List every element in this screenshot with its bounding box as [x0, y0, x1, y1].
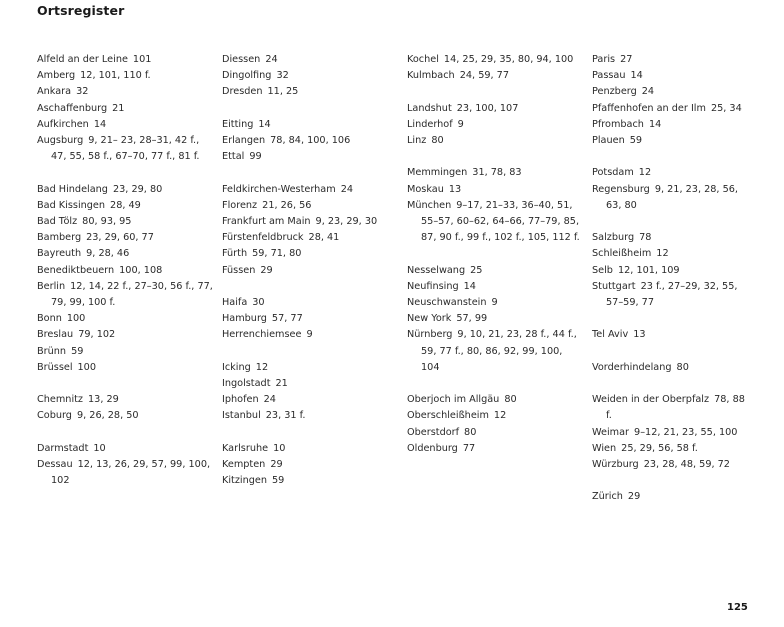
place-name: Iphofen [222, 394, 259, 406]
place-name: Oberstdorf [407, 426, 460, 438]
place-name: Darmstadt [37, 442, 89, 454]
page-references: 12 [255, 361, 269, 373]
page-references: 9, 28, 46 [86, 248, 130, 260]
place-name: Bonn [37, 313, 62, 325]
index-entry [222, 230, 398, 246]
page-references: 12, 101, 110 f. [80, 70, 151, 82]
page-title: Ortsregister [37, 3, 125, 18]
place-name: Nesselwang [407, 264, 466, 276]
index-entry [222, 149, 398, 165]
page-references: 24, 59, 77 [459, 70, 510, 82]
place-name: Berlin [37, 280, 66, 292]
place-name: Plauen [592, 135, 625, 147]
page-references: 21, 26, 56 [262, 199, 312, 211]
place-name: Hamburg [222, 313, 267, 325]
place-name: Penzberg [592, 86, 637, 98]
index-entry [407, 263, 583, 279]
place-name: Frankfurt am Main [222, 216, 311, 227]
index-entry [407, 198, 583, 247]
place-name: Passau [592, 70, 626, 82]
entry-spacer [407, 84, 583, 100]
place-name: Feldkirchen-Westerham [222, 183, 336, 195]
index-entry [222, 457, 398, 473]
page-references: 59 [629, 135, 643, 147]
place-name: Ettal [222, 151, 245, 163]
index-entry [592, 165, 752, 181]
place-name: Zürich [592, 491, 623, 503]
place-name: Pfaffenhofen an der Ilm [592, 102, 706, 114]
index-entry [222, 133, 398, 149]
place-name: New York [407, 313, 452, 325]
place-name: Bad Hindelang [37, 183, 108, 195]
index-entry [592, 360, 752, 376]
index-entry [592, 246, 752, 262]
index-entry [592, 230, 752, 246]
page-references: 9 [306, 329, 313, 341]
page-references: 80 [464, 426, 477, 438]
index-entry [222, 214, 398, 230]
place-name: München [407, 199, 452, 211]
page-references: 23, 28, 48, 59, 72 [643, 459, 730, 470]
page-references: 14 [93, 118, 107, 130]
entry-spacer [592, 344, 752, 360]
index-entry [407, 279, 583, 295]
place-name: Oldenburg [407, 442, 458, 454]
place-name: Aufkirchen [37, 118, 89, 130]
place-name: Pfrombach [592, 118, 644, 130]
index-entry [37, 311, 213, 327]
index-entry [222, 360, 398, 376]
page-references: 13, 29 [88, 394, 119, 406]
place-name: Potsdam [592, 167, 634, 179]
index-entry [222, 198, 398, 214]
page-references: 21 [275, 378, 288, 389]
index-entry [37, 182, 213, 198]
page-references: 9, 21, 23, 28, 56, 63, 80 [606, 183, 738, 211]
place-name: Eitting [222, 118, 254, 130]
place-name: Coburg [37, 410, 72, 422]
entry-spacer [592, 214, 752, 230]
page-references: 12 [656, 248, 669, 260]
page-references: 80, 93, 95 [82, 216, 132, 228]
index-entry [407, 52, 583, 68]
index-entry [222, 117, 398, 133]
index-column-4 [592, 52, 752, 506]
page-references: 59, 71, 80 [252, 248, 302, 260]
page-references: 25, 29, 56, 58 f. [621, 442, 698, 454]
index-entry [37, 457, 213, 489]
place-name: Fürth [222, 248, 248, 260]
entry-spacer [222, 101, 398, 117]
index-entry [407, 182, 583, 198]
page-references: 23, 100, 107 [456, 102, 519, 114]
page-references: 24 [340, 183, 354, 195]
page-references: 12 [638, 167, 652, 179]
index-entry [37, 246, 213, 262]
entry-spacer [222, 165, 398, 181]
place-name: Kempten [222, 459, 266, 470]
page-references: 99 [249, 151, 262, 163]
entry-spacer [592, 149, 752, 165]
place-name: Neuschwanstein [407, 297, 487, 308]
index-entry [592, 68, 752, 84]
place-name: Diessen [222, 54, 261, 65]
place-name: Haifa [222, 297, 248, 308]
place-name: Alfeld an der Leine [37, 54, 128, 65]
page-references: 9 [491, 297, 498, 308]
index-column-1 [37, 52, 213, 489]
index-entry [592, 279, 752, 311]
place-name: Wien [592, 442, 617, 454]
page-references: 14 [648, 118, 662, 130]
place-name: Erlangen [222, 135, 266, 146]
index-entry [37, 279, 213, 311]
index-entry [592, 327, 752, 343]
index-entry [592, 182, 752, 214]
entry-spacer [222, 344, 398, 360]
index-entry [407, 295, 583, 311]
index-entry [37, 198, 213, 214]
index-entry [37, 52, 213, 68]
index-entry [592, 117, 752, 133]
page-references: 12, 13, 26, 29, 57, 99, 100, 102 [51, 459, 211, 487]
page-references: 57, 77 [271, 313, 303, 325]
place-name: Vorderhindelang [592, 361, 672, 373]
place-name: Chemnitz [37, 394, 84, 406]
page-references: 14 [463, 280, 476, 292]
page-references: 13 [633, 329, 646, 341]
page-references: 28, 49 [110, 199, 141, 211]
place-name: Füssen [222, 264, 256, 276]
place-name: Aschaffenburg [37, 102, 108, 114]
place-name: Fürstenfeldbruck [222, 232, 304, 244]
page-references: 23 f., 27–29, 32, 55, 57–59, 77 [606, 280, 738, 309]
index-entry [37, 441, 213, 457]
page-references: 30 [252, 297, 265, 308]
index-entry [222, 295, 398, 311]
index-entry [222, 84, 398, 100]
index-entry [222, 473, 398, 489]
page-references: 21 [112, 102, 125, 114]
page-references: 14, 25, 29, 35, 80, 94, 100 [443, 54, 574, 65]
page-references: 29 [270, 459, 283, 470]
place-name: Landshut [407, 102, 452, 114]
place-name: Kulmbach [407, 70, 455, 82]
place-name: Dessau [37, 459, 73, 471]
place-name: Brünn [37, 345, 67, 357]
index-entry [222, 68, 398, 84]
page-references: 29 [260, 264, 273, 276]
place-name: Brüssel [37, 361, 73, 373]
page-references: 59 [71, 345, 84, 357]
place-name: Karlsruhe [222, 442, 269, 454]
page-references: 27 [620, 54, 633, 65]
index-entry [592, 441, 752, 457]
place-name: Bad Kissingen [37, 199, 106, 211]
place-name: Oberjoch im Allgäu [407, 394, 500, 406]
page-references: 78, 84, 100, 106 [270, 135, 351, 146]
page-references: 78, 88 f. [606, 394, 745, 422]
page-references: 101 [132, 54, 152, 65]
index-entry [592, 392, 752, 424]
index-entry [407, 101, 583, 117]
place-name: Stuttgart [592, 280, 636, 292]
page-references: 80 [431, 135, 444, 146]
page-references: 9–17, 21–33, 36–40, 51, 55–57, 60–62, 64–66, 77–79, 85, 87, 90 f., 99 f., 102 f., 105, 112 f. [421, 199, 580, 244]
entry-spacer [407, 149, 583, 165]
place-name: Kochel [407, 54, 439, 65]
place-name: Neufinsing [407, 280, 459, 292]
index-entry [37, 344, 213, 360]
page-references: 28, 41 [308, 232, 340, 244]
index-entry [407, 117, 583, 133]
index-entry [37, 360, 213, 376]
page-references: 11, 25 [267, 86, 299, 98]
place-name: Selb [592, 264, 613, 276]
page-references: 29 [627, 491, 641, 503]
index-entry [222, 441, 398, 457]
page-references: 14 [258, 118, 271, 130]
entry-spacer [592, 473, 752, 489]
page-references: 23, 31 f. [265, 410, 306, 422]
page-number: 125 [727, 602, 748, 613]
index-entry [407, 408, 583, 424]
page-references: 9, 26, 28, 50 [76, 410, 139, 422]
index-entry [592, 133, 752, 149]
index-entry [37, 84, 213, 100]
entry-spacer [592, 376, 752, 392]
page-references: 59 [272, 475, 285, 487]
index-entry [222, 327, 398, 343]
place-name: Memmingen [407, 167, 468, 179]
index-entry [37, 263, 213, 279]
place-name: Breslau [37, 329, 74, 341]
index-entry [37, 214, 213, 230]
index-entry [407, 133, 583, 149]
page-references: 25, 34 [710, 102, 742, 114]
entry-spacer [222, 425, 398, 441]
index-entry [592, 263, 752, 279]
place-name: Paris [592, 54, 616, 65]
page-references: 25 [470, 264, 483, 276]
place-name: Salzburg [592, 232, 635, 244]
page-references: 9, 23, 29, 30 [315, 216, 378, 227]
entry-spacer [37, 425, 213, 441]
page-references: 14 [630, 70, 643, 82]
index-entry [407, 392, 583, 408]
place-name: Oberschleißheim [407, 410, 489, 422]
place-name: Amberg [37, 70, 76, 82]
page-references: 80 [676, 361, 689, 373]
index-entry [222, 311, 398, 327]
page-references: 79, 102 [78, 329, 116, 341]
place-name: Linz [407, 135, 427, 146]
entry-spacer [407, 246, 583, 262]
place-name: Augsburg [37, 135, 84, 147]
page-references: 9 [457, 118, 464, 130]
place-name: Bamberg [37, 232, 82, 244]
place-name: Ankara [37, 86, 72, 98]
place-name: Dingolfing [222, 70, 272, 82]
page-references: 32 [276, 70, 289, 82]
place-name: Florenz [222, 199, 258, 211]
entry-spacer [407, 376, 583, 392]
index-entry [222, 246, 398, 262]
index-entry [407, 68, 583, 84]
place-name: Weimar [592, 426, 630, 438]
place-name: Tel Aviv [592, 329, 629, 341]
place-name: Regensburg [592, 183, 650, 195]
place-name: Bad Tölz [37, 216, 78, 228]
place-name: Ingolstadt [222, 378, 271, 389]
entry-spacer [37, 165, 213, 181]
page-references: 9, 10, 21, 23, 28 f., 44 f., 59, 77 f., 80, 86, 92, 99, 100, 104 [421, 329, 577, 373]
place-name: Nürnberg [407, 329, 453, 341]
index-entry [37, 101, 213, 117]
index-entry [37, 117, 213, 133]
page-references: 12, 101, 109 [617, 264, 680, 276]
place-name: Istanbul [222, 410, 261, 422]
place-name: Würzburg [592, 459, 639, 470]
index-entry [592, 101, 752, 117]
place-name: Schleißheim [592, 248, 652, 260]
page-references: 9, 21– 23, 28–31, 42 f., 47, 55, 58 f., 67–70, 77 f., 81 f. [51, 135, 200, 163]
page-references: 12 [493, 410, 507, 422]
index-entry [592, 84, 752, 100]
page-references: 24 [263, 394, 276, 406]
page-references: 100 [66, 313, 86, 325]
index-column-3 [407, 52, 583, 457]
entry-spacer [592, 311, 752, 327]
index-entry [37, 230, 213, 246]
index-entry [222, 52, 398, 68]
index-entry [592, 457, 752, 473]
place-name: Benediktbeuern [37, 264, 115, 276]
page-references: 57, 99 [456, 313, 488, 325]
index-column-2 [222, 52, 398, 489]
page-references: 10 [93, 442, 106, 454]
index-entry [37, 327, 213, 343]
index-entry [222, 376, 398, 392]
page-references: 9–12, 21, 23, 55, 100 [634, 426, 738, 438]
index-entry [407, 425, 583, 441]
page-references: 80 [504, 394, 517, 406]
index-entry [407, 441, 583, 457]
index-entry [37, 392, 213, 408]
index-entry [37, 133, 213, 165]
place-name: Weiden in der Oberpfalz [592, 394, 710, 406]
index-entry [222, 263, 398, 279]
index-entry [592, 425, 752, 441]
index-entry [222, 408, 398, 424]
index-entry [592, 52, 752, 68]
entry-spacer [222, 279, 398, 295]
place-name: Herrenchiemsee [222, 329, 302, 341]
index-entry [407, 165, 583, 181]
page-references: 12, 14, 22 f., 27–30, 56 f., 77, 79, 99, 100 f. [51, 280, 213, 309]
page-references: 13 [448, 183, 462, 195]
page-references: 24 [641, 86, 655, 98]
page-references: 100 [77, 361, 97, 373]
index-entry [407, 327, 583, 376]
index-entry [37, 408, 213, 424]
place-name: Icking [222, 361, 251, 373]
page-references: 31, 78, 83 [472, 167, 522, 179]
page-references: 23, 29, 80 [112, 183, 163, 195]
page-references: 78 [639, 232, 652, 244]
place-name: Bayreuth [37, 248, 82, 260]
page-references: 100, 108 [119, 264, 163, 276]
index-entry [222, 392, 398, 408]
index-entry [592, 489, 752, 505]
place-name: Dresden [222, 86, 263, 98]
place-name: Kitzingen [222, 475, 268, 487]
index-entry [37, 68, 213, 84]
page-references: 77 [462, 442, 476, 454]
page-references: 23, 29, 60, 77 [86, 232, 154, 244]
index-entry [222, 182, 398, 198]
entry-spacer [37, 376, 213, 392]
place-name: Linderhof [407, 118, 453, 130]
page-references: 32 [76, 86, 89, 98]
place-name: Moskau [407, 183, 444, 195]
index-entry [407, 311, 583, 327]
page-references: 10 [273, 442, 286, 454]
page-references: 24 [265, 54, 278, 65]
